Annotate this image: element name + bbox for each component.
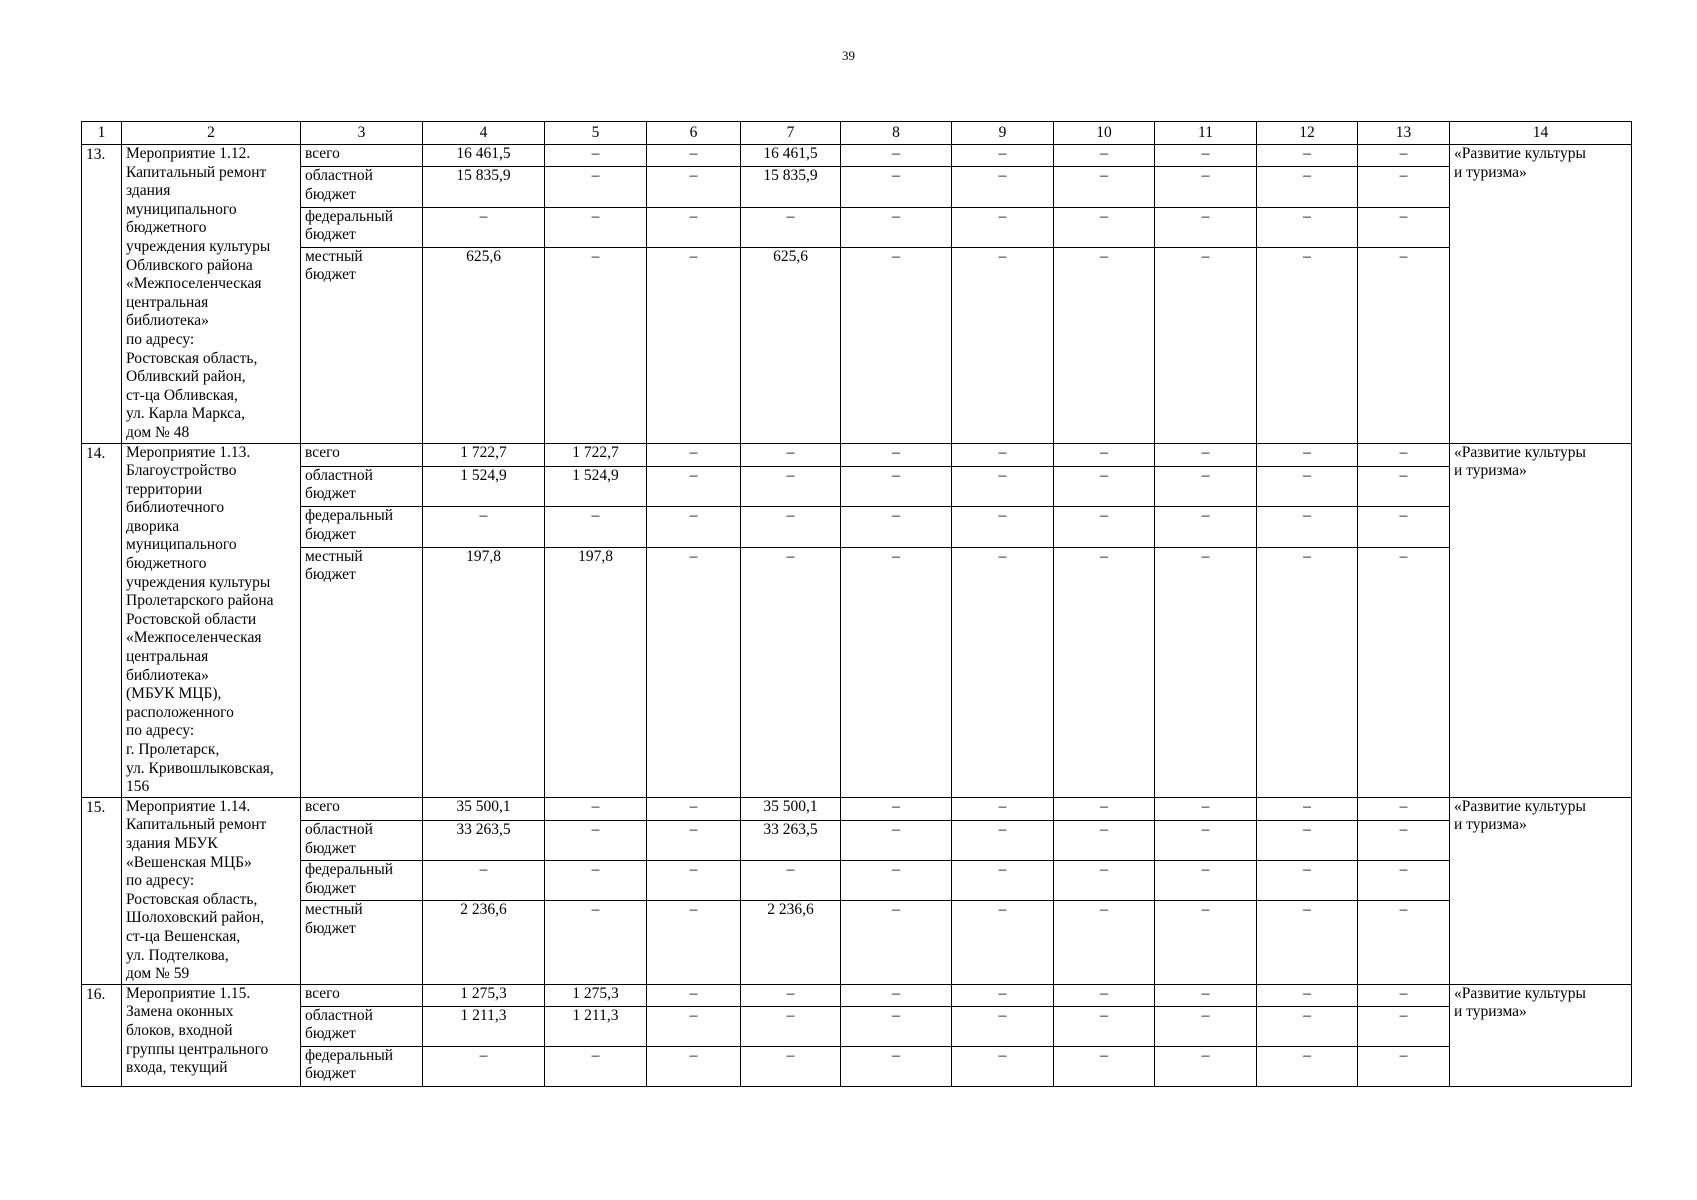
amount-cell: –	[952, 547, 1054, 797]
amount-cell: 16 461,5	[423, 145, 545, 167]
amount-cell: –	[952, 861, 1054, 901]
activity-description: Мероприятие 1.12. Капитальный ремонт здания муниципального бюджетного учреждения культуры Обливского района «Межпоселенческая центральная библиотека» по адресу: Ростовская область, Обливский район, ст-ца Обливская, ул. Карла Маркса, дом № 48	[122, 145, 301, 444]
table-row	[82, 861, 1632, 901]
amount-cell: –	[647, 901, 741, 984]
page-number: 39	[842, 48, 855, 63]
amount-cell: –	[1054, 797, 1155, 820]
amount-cell: –	[1155, 861, 1257, 901]
amount-cell: –	[841, 1006, 952, 1046]
amount-cell: 2 236,6	[741, 901, 841, 984]
amount-cell: –	[1155, 207, 1257, 247]
amount-cell: –	[1155, 547, 1257, 797]
amount-cell: –	[1358, 466, 1450, 506]
amount-cell: –	[1257, 207, 1358, 247]
amount-cell: –	[1155, 247, 1257, 443]
amount-cell: –	[952, 507, 1054, 547]
program-name: «Развитие культуры и туризма»	[1450, 797, 1632, 984]
amount-cell: –	[1257, 547, 1358, 797]
column-header: 12	[1257, 122, 1358, 145]
amount-cell: –	[1054, 547, 1155, 797]
funding-source: всего	[301, 145, 423, 167]
amount-cell: –	[1155, 984, 1257, 1006]
column-header: 13	[1358, 122, 1450, 145]
amount-cell: –	[741, 984, 841, 1006]
funding-source: местный бюджет	[301, 247, 423, 443]
amount-cell: 1 722,7	[423, 443, 545, 466]
row-number: 16.	[82, 984, 122, 1086]
amount-cell: –	[647, 507, 741, 547]
column-header: 5	[545, 122, 647, 145]
table-row	[82, 507, 1632, 547]
table-row	[82, 167, 1632, 207]
column-header: 6	[647, 122, 741, 145]
amount-cell: –	[1358, 820, 1450, 860]
amount-cell: 1 211,3	[545, 1006, 647, 1046]
amount-cell: –	[952, 443, 1054, 466]
column-header: 11	[1155, 122, 1257, 145]
amount-cell: 625,6	[741, 247, 841, 443]
amount-cell: –	[647, 247, 741, 443]
amount-cell: –	[841, 547, 952, 797]
budget-table	[81, 121, 1632, 1087]
amount-cell: –	[952, 797, 1054, 820]
amount-cell: –	[741, 547, 841, 797]
amount-cell: –	[1054, 507, 1155, 547]
amount-cell: –	[841, 145, 952, 167]
activity-description: Мероприятие 1.13. Благоустройство территории библиотечного дворика муниципального бюджетного учреждения культуры Пролетарского района Ростовской области «Межпоселенческая центральная библиотека» (МБУК МЦБ), расположенного по адресу: г. Пролетарск, ул. Кривошлыковская, 156	[122, 443, 301, 797]
amount-cell: –	[1155, 820, 1257, 860]
amount-cell: –	[841, 167, 952, 207]
column-header: 1	[82, 122, 122, 145]
header-row	[82, 122, 1632, 145]
amount-cell: –	[1257, 820, 1358, 860]
amount-cell: –	[1257, 167, 1358, 207]
amount-cell: –	[1054, 901, 1155, 984]
table-row	[82, 145, 1632, 167]
amount-cell: –	[647, 145, 741, 167]
amount-cell: –	[1257, 145, 1358, 167]
table-row	[82, 547, 1632, 797]
amount-cell: –	[647, 207, 741, 247]
amount-cell: –	[1257, 247, 1358, 443]
amount-cell: –	[841, 207, 952, 247]
amount-cell: –	[1054, 1046, 1155, 1086]
amount-cell: –	[1257, 1006, 1358, 1046]
amount-cell: –	[841, 466, 952, 506]
amount-cell: –	[1155, 145, 1257, 167]
amount-cell: –	[1257, 443, 1358, 466]
amount-cell: –	[545, 247, 647, 443]
amount-cell: 15 835,9	[423, 167, 545, 207]
amount-cell: –	[741, 1006, 841, 1046]
amount-cell: –	[952, 207, 1054, 247]
amount-cell: –	[1358, 1046, 1450, 1086]
funding-source: местный бюджет	[301, 901, 423, 984]
amount-cell: –	[841, 247, 952, 443]
amount-cell: –	[1358, 984, 1450, 1006]
amount-cell: –	[841, 507, 952, 547]
table-row	[82, 1046, 1632, 1086]
activity-description: Мероприятие 1.14. Капитальный ремонт здания МБУК «Вешенская МЦБ» по адресу: Ростовская область, Шолоховский район, ст-ца Вешенская, ул. Подтелкова, дом № 59	[122, 797, 301, 984]
amount-cell: –	[1054, 984, 1155, 1006]
table-row	[82, 1006, 1632, 1046]
amount-cell: 1 722,7	[545, 443, 647, 466]
amount-cell: –	[1257, 507, 1358, 547]
amount-cell: –	[952, 984, 1054, 1006]
amount-cell: –	[1054, 247, 1155, 443]
table-row	[82, 984, 1632, 1006]
amount-cell: –	[1358, 247, 1450, 443]
program-name: «Развитие культуры и туризма»	[1450, 145, 1632, 444]
amount-cell: –	[841, 443, 952, 466]
funding-source: федеральный бюджет	[301, 207, 423, 247]
amount-cell: –	[545, 145, 647, 167]
amount-cell: –	[741, 466, 841, 506]
amount-cell: 625,6	[423, 247, 545, 443]
amount-cell: –	[423, 861, 545, 901]
funding-source: областной бюджет	[301, 167, 423, 207]
amount-cell: –	[741, 1046, 841, 1086]
activity-description: Мероприятие 1.15. Замена оконных блоков, входной группы центрального входа, текущий	[122, 984, 301, 1086]
amount-cell: –	[647, 547, 741, 797]
amount-cell: 35 500,1	[741, 797, 841, 820]
column-header: 10	[1054, 122, 1155, 145]
amount-cell: –	[1358, 1006, 1450, 1046]
amount-cell: –	[1257, 984, 1358, 1006]
amount-cell: 33 263,5	[423, 820, 545, 860]
amount-cell: –	[545, 207, 647, 247]
amount-cell: 1 524,9	[545, 466, 647, 506]
amount-cell: –	[1054, 820, 1155, 860]
amount-cell: –	[1054, 861, 1155, 901]
funding-source: всего	[301, 984, 423, 1006]
funding-source: областной бюджет	[301, 820, 423, 860]
amount-cell: –	[1358, 207, 1450, 247]
amount-cell: –	[1257, 466, 1358, 506]
row-number: 15.	[82, 797, 122, 984]
amount-cell: –	[741, 207, 841, 247]
amount-cell: 33 263,5	[741, 820, 841, 860]
amount-cell: –	[647, 861, 741, 901]
amount-cell: –	[647, 443, 741, 466]
amount-cell: –	[423, 507, 545, 547]
amount-cell: 35 500,1	[423, 797, 545, 820]
amount-cell: –	[545, 861, 647, 901]
amount-cell: –	[1054, 207, 1155, 247]
amount-cell: –	[1054, 1006, 1155, 1046]
funding-source: федеральный бюджет	[301, 1046, 423, 1086]
amount-cell: –	[647, 1046, 741, 1086]
column-header: 7	[741, 122, 841, 145]
amount-cell: –	[1054, 443, 1155, 466]
amount-cell: –	[1155, 466, 1257, 506]
amount-cell: –	[1257, 861, 1358, 901]
amount-cell: –	[1155, 167, 1257, 207]
amount-cell: 2 236,6	[423, 901, 545, 984]
amount-cell: –	[1257, 1046, 1358, 1086]
amount-cell: –	[952, 1046, 1054, 1086]
amount-cell: –	[841, 861, 952, 901]
amount-cell: 197,8	[423, 547, 545, 797]
amount-cell: –	[1054, 145, 1155, 167]
column-header: 4	[423, 122, 545, 145]
table-row	[82, 247, 1632, 443]
table-row	[82, 466, 1632, 506]
amount-cell: –	[545, 1046, 647, 1086]
program-name: «Развитие культуры и туризма»	[1450, 443, 1632, 797]
funding-source: федеральный бюджет	[301, 861, 423, 901]
funding-source: федеральный бюджет	[301, 507, 423, 547]
amount-cell: –	[1257, 797, 1358, 820]
funding-source: областной бюджет	[301, 1006, 423, 1046]
amount-cell: –	[1155, 1006, 1257, 1046]
program-name: «Развитие культуры и туризма»	[1450, 984, 1632, 1086]
funding-source: всего	[301, 443, 423, 466]
amount-cell: –	[545, 167, 647, 207]
amount-cell: –	[952, 167, 1054, 207]
amount-cell: –	[545, 797, 647, 820]
amount-cell: –	[952, 901, 1054, 984]
funding-source: местный бюджет	[301, 547, 423, 797]
amount-cell: –	[423, 207, 545, 247]
amount-cell: –	[841, 797, 952, 820]
amount-cell: –	[545, 507, 647, 547]
table-row	[82, 443, 1632, 466]
amount-cell: –	[545, 901, 647, 984]
amount-cell: –	[647, 797, 741, 820]
amount-cell: –	[841, 820, 952, 860]
amount-cell: –	[741, 443, 841, 466]
amount-cell: –	[1155, 1046, 1257, 1086]
amount-cell: –	[1054, 167, 1155, 207]
amount-cell: –	[952, 466, 1054, 506]
row-number: 14.	[82, 443, 122, 797]
row-number: 13.	[82, 145, 122, 444]
amount-cell: –	[1155, 443, 1257, 466]
amount-cell: –	[647, 820, 741, 860]
column-header: 14	[1450, 122, 1632, 145]
amount-cell: –	[1155, 507, 1257, 547]
amount-cell: –	[1155, 901, 1257, 984]
amount-cell: –	[1054, 466, 1155, 506]
column-header: 3	[301, 122, 423, 145]
amount-cell: –	[647, 1006, 741, 1046]
column-header: 9	[952, 122, 1054, 145]
amount-cell: –	[1155, 797, 1257, 820]
amount-cell: –	[841, 984, 952, 1006]
amount-cell: 1 275,3	[423, 984, 545, 1006]
amount-cell: –	[1358, 861, 1450, 901]
amount-cell: 1 211,3	[423, 1006, 545, 1046]
amount-cell: 16 461,5	[741, 145, 841, 167]
amount-cell: –	[841, 901, 952, 984]
amount-cell: –	[647, 167, 741, 207]
amount-cell: –	[1358, 507, 1450, 547]
amount-cell: –	[841, 1046, 952, 1086]
column-header: 8	[841, 122, 952, 145]
amount-cell: 1 524,9	[423, 466, 545, 506]
funding-source: областной бюджет	[301, 466, 423, 506]
table-row	[82, 901, 1632, 984]
column-header: 2	[122, 122, 301, 145]
amount-cell: –	[1358, 901, 1450, 984]
table-body	[82, 122, 1632, 1087]
table-row	[82, 797, 1632, 820]
amount-cell: –	[1358, 547, 1450, 797]
amount-cell: 197,8	[545, 547, 647, 797]
amount-cell: –	[545, 820, 647, 860]
amount-cell: –	[1257, 901, 1358, 984]
amount-cell: –	[647, 984, 741, 1006]
amount-cell: –	[1358, 167, 1450, 207]
amount-cell: –	[1358, 443, 1450, 466]
amount-cell: –	[952, 1006, 1054, 1046]
amount-cell: –	[952, 820, 1054, 860]
amount-cell: –	[741, 861, 841, 901]
funding-source: всего	[301, 797, 423, 820]
table-row	[82, 820, 1632, 860]
amount-cell: –	[952, 145, 1054, 167]
amount-cell: 15 835,9	[741, 167, 841, 207]
amount-cell: 1 275,3	[545, 984, 647, 1006]
amount-cell: –	[423, 1046, 545, 1086]
amount-cell: –	[1358, 797, 1450, 820]
amount-cell: –	[741, 507, 841, 547]
table-row	[82, 207, 1632, 247]
amount-cell: –	[647, 466, 741, 506]
amount-cell: –	[1358, 145, 1450, 167]
amount-cell: –	[952, 247, 1054, 443]
